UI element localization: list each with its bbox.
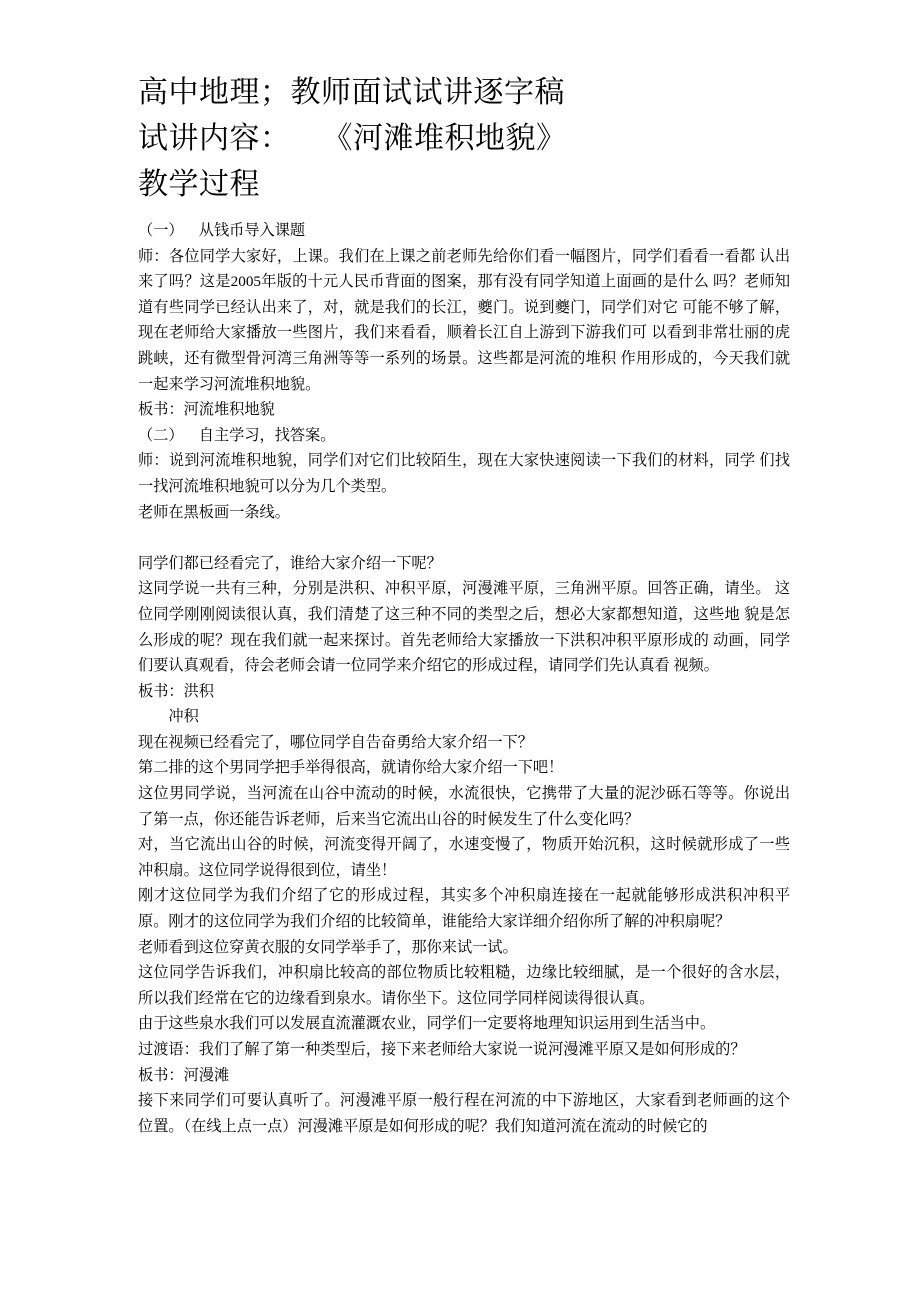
section-2-question-1: 同学们都已经看完了，谁给大家介绍一下呢？ [138, 554, 442, 572]
section-2-paragraph-8: 接下来同学们可要认真听了。河漫滩平原一般行程在河流的中下游地区，大家看到老师画的这个位置。（在线上点一点）河漫滩平原是如何形成的呢？我们知道河流在流动的时候它的 [138, 1092, 790, 1135]
section-2-blackboard-note-hongji: 板书：洪积 [138, 682, 214, 700]
section-2-call-on-student-2: 老师看到这位穿黄衣服的女同学举手了，那你来试一试。 [138, 938, 518, 956]
section-2-blackboard-note-hemantan: 板书：河漫滩 [138, 1066, 230, 1084]
section-2-transition-sentence: 过渡语：我们了解了第一种类型后，接下来老师给大家说一说河漫滩平原又是如何形成的？ [138, 1041, 746, 1058]
section-2-blackboard-note-chongji: 冲积 [138, 708, 199, 726]
section-2-paragraph-1: 师：说到河流堆积地貌，同学们对它们比较陌生，现在大家快速阅读一下我们的材料，同学 们找一找河流堆积地貌可以分为几个类型。 [138, 452, 790, 495]
section-heading-2: （二） 自主学习，找答案。 [138, 426, 336, 444]
section-heading-1: （一） 从钱币导入课题 [138, 222, 306, 239]
blank-line [138, 525, 790, 551]
section-2-paragraph-6: 这位同学告诉我们，冲积扇比较高的部位物质比较粗糙，边缘比较细腻，是一个很好的含水层，所以我们经常在它的边缘看到泉水。请你坐下。这位同学同样阅读得很认真。 [138, 964, 790, 1007]
page-title: 高中地理；教师面试试讲逐字稿 [138, 76, 565, 109]
teaching-process-heading: 教学过程 [138, 168, 260, 201]
section-2-question-2: 现在视频已经看完了，哪位同学自告奋勇给大家介绍一下？ [138, 733, 533, 751]
lesson-topic-title: 试讲内容： 《河滩堆积地貌》 [138, 122, 567, 155]
section-2-paragraph-7: 由于这些泉水我们可以发展直流灌溉农业，同学们一定要将地理知识运用到生活当中。 [138, 1015, 716, 1033]
section-2-call-on-student: 第二排的这个男同学把手举得很高，就请你给大家介绍一下吧！ [138, 759, 564, 777]
section-1-blackboard-note: 板书：河流堆积地貌 [138, 401, 275, 419]
document-body [138, 218, 790, 1139]
section-2-line-blackboard-draw: 老师在黑板画一条线。 [138, 503, 290, 521]
section-2-paragraph-3: 这位男同学说，当河流在山谷中流动的时候，水流很快，它携带了大量的泥沙砾石等等。你说出了第一点，你还能告诉老师，后来当它流出山谷的时候发生了什么变化吗？ [138, 785, 790, 828]
section-2-paragraph-4: 对，当它流出山谷的时候，河流变得开阔了，水速变慢了，物质开始沉积，这时候就形成了一些冲积扇。这位同学说得很到位，请坐！ [138, 836, 790, 879]
section-2-paragraph-2: 这同学说一共有三种，分别是洪积、冲积平原，河漫滩平原，三角洲平原。回答正确，请坐。 这位同学刚刚阅读很认真，我们清楚了这三种不同的类型之后，想必大家都想知道，这些地 貌是怎么形成的呢？现在我们就一起来探讨。首先老师给大家播放一下洪积冲积平原形成的 动画，同学们要认真观看，待会老师会请一位同学来介绍它的形成过程，请同学们先认真看 视频。 [138, 580, 790, 675]
section-1-paragraph-1: 师：各位同学大家好，上课。我们在上课之前老师先给你们看一幅图片，同学们看看一看都 认出来了吗？这是2005年版的十元人民币背面的图案，那有没有同学知道上面画的是什么 吗？老师知道有些同学已经认出来了，对，就是我们的长江，夔门。说到夔门，同学们对它 可能不够了解，现在老师给大家播放一些图片，我们来看看，顺着长江自上游到下游我们可 以看到非常壮丽的虎跳峡，还有微型骨河湾三角洲等等一系列的场景。这些都是河流的堆积 作用形成的，今天我们就一起来学习河流堆积地貌。 [138, 247, 790, 393]
section-2-paragraph-5: 刚才这位同学为我们介绍了它的形成过程，其实多个冲积扇连接在一起就能够形成洪积冲积平原。刚才的这位同学为我们介绍的比较简单，谁能给大家详细介绍你所了解的冲积扇呢？ [138, 887, 790, 931]
